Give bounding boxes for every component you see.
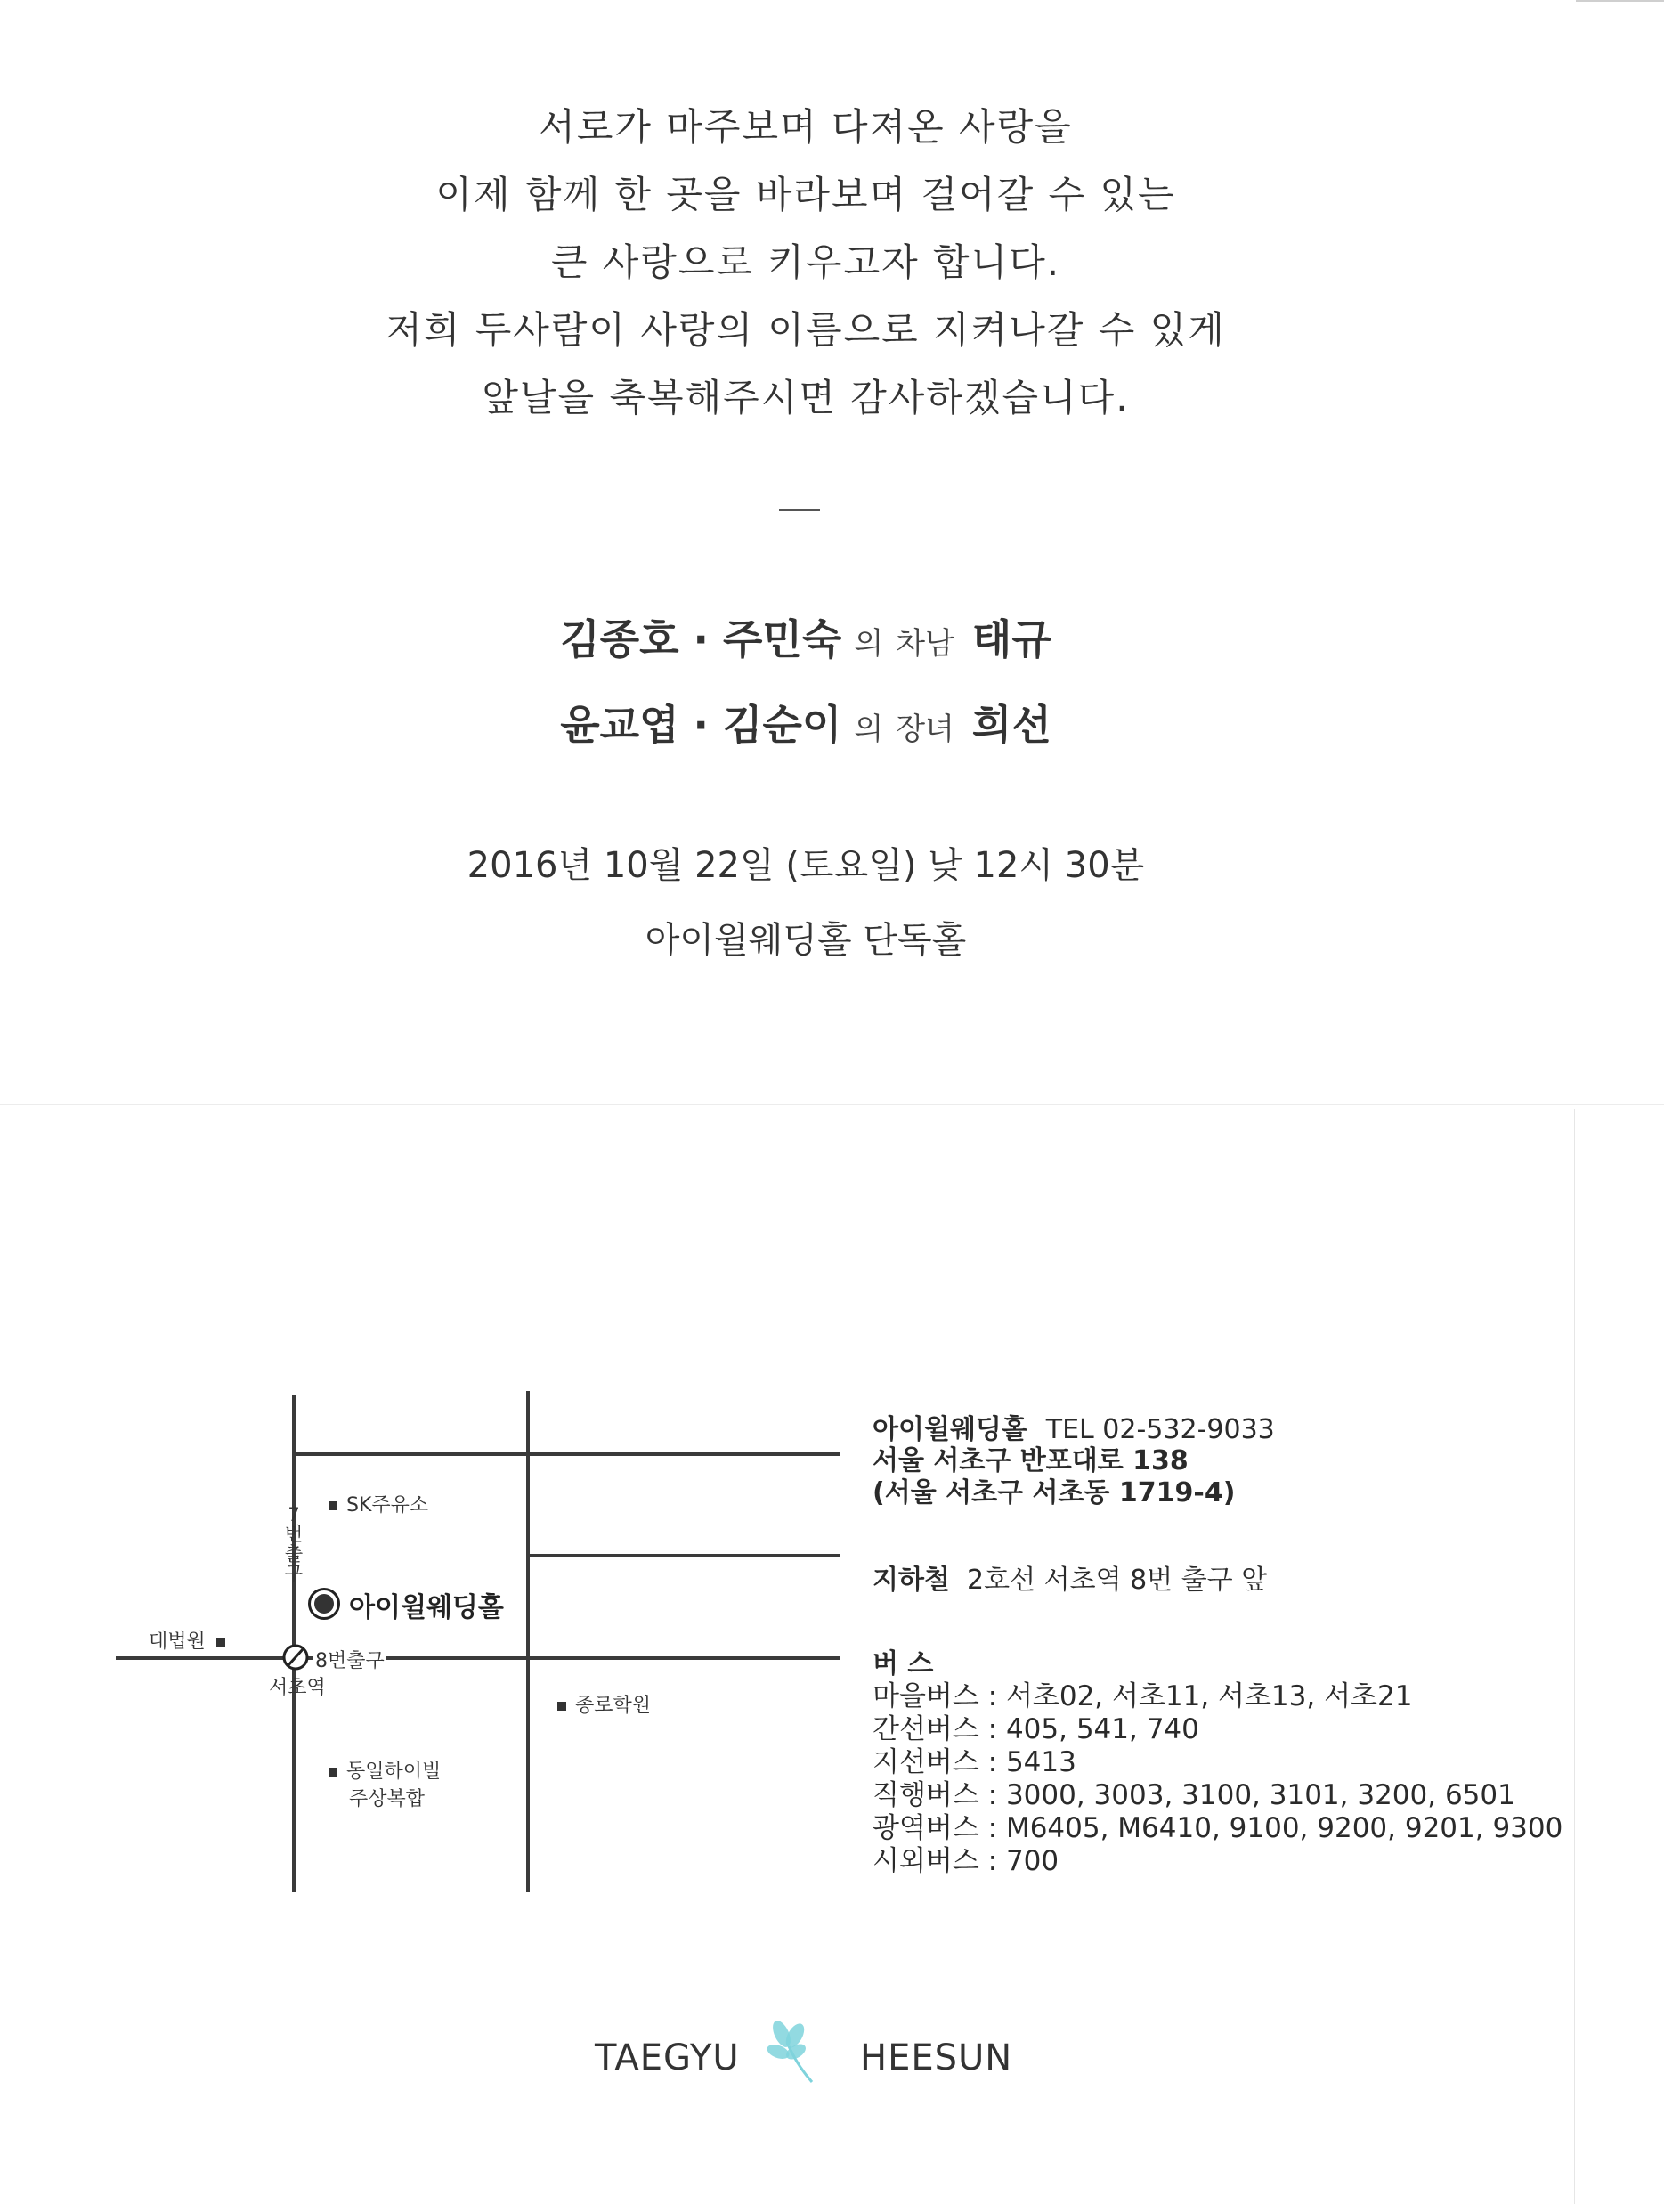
hall-address: 서울 서초구 반포대로 138 <box>873 1445 1189 1476</box>
bus-type: 광역버스 <box>873 1812 979 1844</box>
bride-english-name: HEESUN <box>860 2037 1013 2078</box>
bride-of: 의 <box>854 712 884 747</box>
exit7-label: 7 번 출 구 <box>284 1504 304 1584</box>
poem-line-1: 서로가 마주보며 다져온 사랑을 <box>539 105 1073 149</box>
supreme-court-label: 대법원 <box>149 1631 206 1653</box>
subway-label: 지하철 <box>873 1565 950 1596</box>
bus-type: 시외버스 <box>873 1845 979 1877</box>
fold-line <box>0 1104 1664 1105</box>
subway-info <box>873 1557 1267 1597</box>
poem-line-3: 큰 사랑으로 키우고자 합니다. <box>550 240 1061 284</box>
bus-routes: 서초02, 서초11, 서초13, 서초21 <box>1005 1680 1413 1712</box>
bus-title: 버 스 <box>873 1648 934 1679</box>
groom-line <box>0 607 1611 666</box>
poem-line-2: 이제 함께 한 곳을 바라보며 걸어갈 수 있는 <box>435 173 1176 216</box>
subway-detail: 2호선 서초역 8번 출구 앞 <box>967 1565 1268 1596</box>
event-venue: 아이윌웨딩홀 단독홀 <box>645 920 967 961</box>
road-vertical-right <box>526 1391 530 1892</box>
groom-relation: 차남 <box>896 626 954 662</box>
venue-marker-icon <box>308 1588 340 1620</box>
station-label: 서초역 <box>269 1677 326 1699</box>
supreme-court <box>149 1626 225 1654</box>
marker-square <box>216 1638 225 1647</box>
road-horizontal-main <box>116 1656 840 1660</box>
card-edge <box>1574 1109 1575 2204</box>
venue-map-label: 아이윌웨딩홀 <box>349 1592 504 1623</box>
road-horizontal-middle <box>528 1554 840 1557</box>
groom-of: 의 <box>854 626 884 662</box>
complex-label: 주상복합 <box>349 1788 426 1810</box>
top-edge-line <box>1576 0 1664 2</box>
bus-routes: 700 <box>1005 1845 1059 1877</box>
poem-line-4: 저희 두사람이 사랑의 이름으로 지켜나갈 수 있게 <box>386 308 1226 352</box>
bus-routes: M6405, M6410, 9100, 9200, 9201, 9300 <box>1005 1812 1563 1844</box>
sk-gas-station <box>329 1490 428 1517</box>
hall-address-old: (서울 서초구 서초동 1719-4) <box>873 1477 1236 1509</box>
marker-square <box>329 1501 337 1510</box>
marker-square <box>557 1702 566 1711</box>
bus-row: 직행버스 : 3000, 3003, 3100, 3101, 3200, 6501 <box>873 1779 1515 1811</box>
bus-row: 광역버스 : M6405, M6410, 9100, 9200, 9201, 9300 <box>873 1812 1563 1844</box>
dongil-highville <box>329 1756 441 1784</box>
jongro-academy-label: 종로학원 <box>575 1695 652 1717</box>
bride-parents: 윤교엽 · 김순이 <box>560 701 842 749</box>
bride-relation: 장녀 <box>896 712 954 747</box>
bus-type: 지선버스 <box>873 1746 979 1778</box>
marker-square <box>329 1768 337 1777</box>
groom-parents: 김종호 · 주민숙 <box>560 615 842 663</box>
bus-routes: 5413 <box>1005 1746 1076 1778</box>
dongil-highville-label: 동일하이빌 <box>346 1761 442 1783</box>
subway-station-icon <box>280 1642 311 1672</box>
bus-row: 마을버스 : 서초02, 서초11, 서초13, 서초21 <box>873 1680 1413 1712</box>
bus-type: 마을버스 <box>873 1680 979 1712</box>
bus-routes: 3000, 3003, 3100, 3101, 3200, 6501 <box>1005 1779 1515 1811</box>
hall-name: 아이윌웨딩홀 <box>873 1414 1027 1445</box>
hall-tel: TEL 02-532-9033 <box>1045 1414 1275 1445</box>
groom-english-name: TAEGYU <box>595 2037 740 2078</box>
bus-row: 간선버스 : 405, 541, 740 <box>873 1713 1199 1745</box>
jongro-academy <box>557 1690 651 1718</box>
groom-name: 태규 <box>971 615 1051 663</box>
bus-type: 직행버스 <box>873 1779 979 1811</box>
bride-line <box>0 693 1611 752</box>
bus-type: 간선버스 <box>873 1713 979 1745</box>
bus-row: 지선버스 : 5413 <box>873 1746 1076 1778</box>
poem-line-5: 앞날을 축복해주시면 감사하겠습니다. <box>482 376 1130 419</box>
exit8-label: 8번출구 <box>313 1646 386 1673</box>
event-date: 2016년 10월 22일 (토요일) 낮 12시 30분 <box>467 845 1145 886</box>
bus-row: 시외버스 : 700 <box>873 1845 1059 1877</box>
bus-routes: 405, 541, 740 <box>1005 1713 1199 1745</box>
divider-dash <box>779 509 820 511</box>
sk-gas-station-label: SK주유소 <box>346 1494 429 1517</box>
flower-icon <box>755 2014 819 2086</box>
bride-name: 희선 <box>971 701 1051 749</box>
road-horizontal-top <box>292 1452 840 1456</box>
